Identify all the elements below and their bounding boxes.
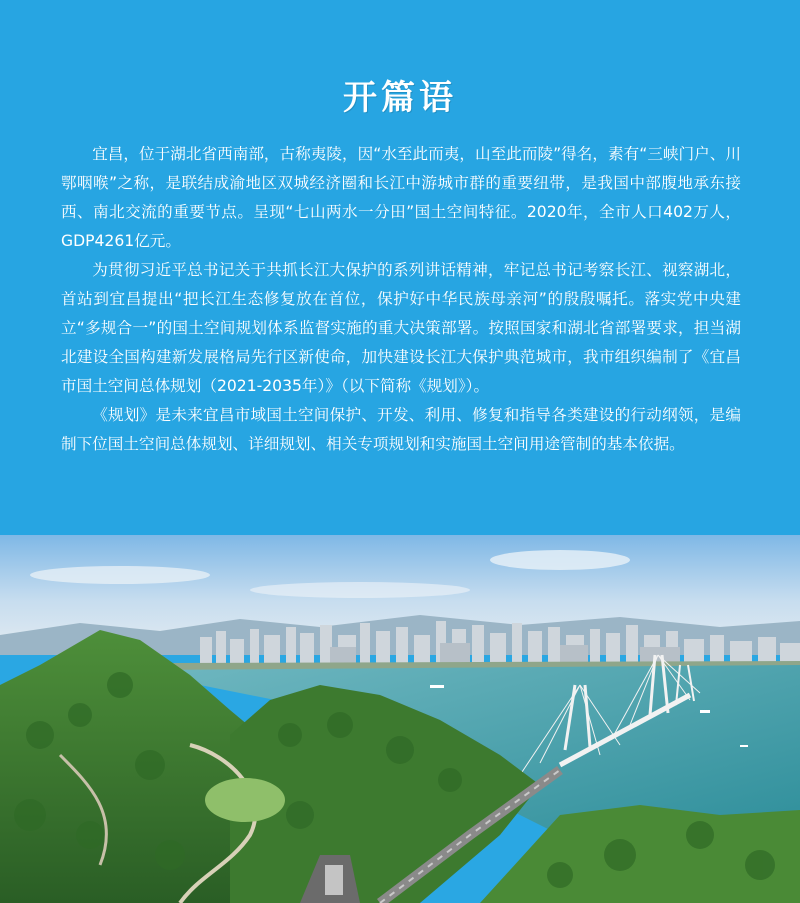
paragraph-1: 宜昌，位于湖北省西南部，古称夷陵，因“水至此而夷，山至此而陵”得名，素有“三峡门户、川鄂咽喉”之称，是联结成渝地区双城经济圈和长江中游城市群的重要纽带，是我国中部腹地承东接西、南北交流的重要节点。呈现“七山两水一分田”国土空间特征。2020年，全市人口402万人，GDP4261亿元。 bbox=[61, 145, 741, 250]
paragraph-2: 为贯彻习近平总书记关于共抓长江大保护的系列讲话精神，牢记总书记考察长江、视察湖北，首站到宜昌提出“把长江生态修复放在首位，保护好中华民族母亲河”的殷殷嘱托。落实党中央建立“多规合一”的国土空间规划体系监督实施的重大决策部署。按照国家和湖北省部署要求，担当湖北建设全国构建新发展格局先行区新使命，加快建设长江大保护典范城市，我市组织编制了《宜昌市国土空间总体规划（2021-2035年）》（以下简称《规划》）。 bbox=[61, 261, 741, 395]
paragraph-3: 《规划》是未来宜昌市域国土空间保护、开发、利用、修复和指导各类建设的行动纲领，是编制下位国土空间总体规划、详细规划、相关专项规划和实施国土空间用途管制的基本依据。 bbox=[61, 406, 741, 453]
page-title: 开篇语 bbox=[343, 78, 457, 118]
city-river-bridge-landscape-image bbox=[0, 535, 800, 903]
intro-body bbox=[61, 140, 741, 459]
